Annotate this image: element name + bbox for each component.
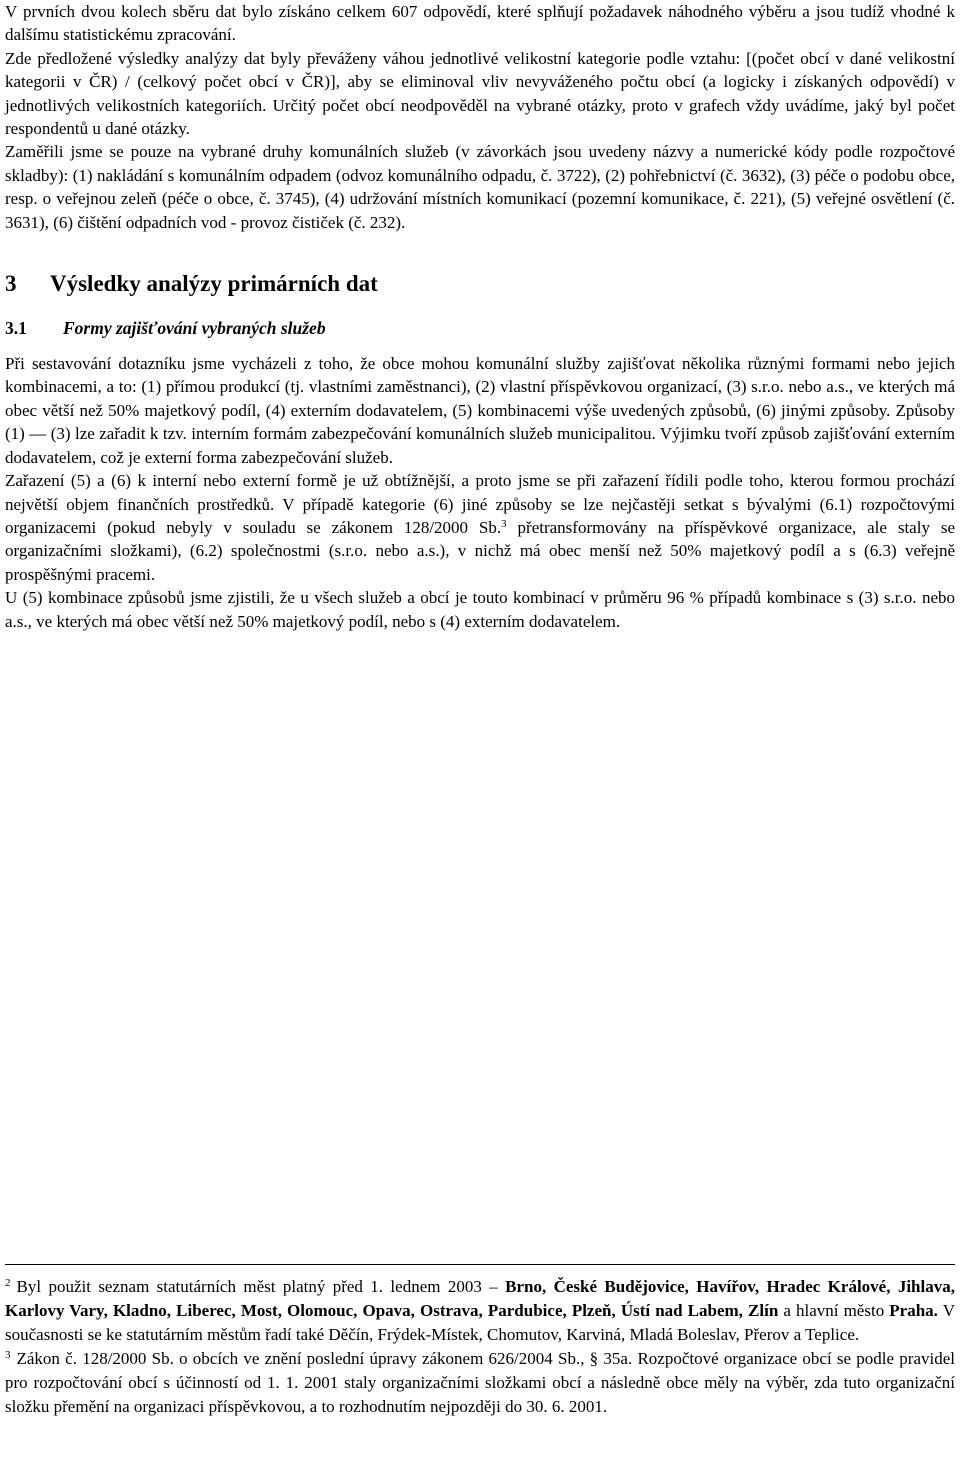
- footnote-3-text: Zákon č. 128/2000 Sb. o obcích ve znění poslední úpravy zákonem 626/2004 Sb., § 35a. Rozpočtové organizace obcí se podle pravidel pro rozpočtování obcí s účinností od 1. 1. 2001 staly organizačními složkami obcí a následně obce měly na výběr, zda tuto organizační složku přemění na organizaci příspěvkovou, a to rozhodnutím nejpozději do 30. 6. 2001.: [5, 1349, 955, 1416]
- section-title: Výsledky analýzy primárních dat: [50, 271, 378, 297]
- footnote-2-text: Byl použit seznam statutárních měst platný před 1. lednem 2003 –: [16, 1277, 506, 1296]
- footnote-divider: [5, 1264, 955, 1265]
- section-heading: [5, 264, 955, 304]
- subsection-number: 3.1: [5, 318, 27, 339]
- footnote-2-text-mid: a hlavní město: [778, 1301, 890, 1320]
- section-number: 3: [5, 271, 17, 297]
- footnote-3: [5, 1347, 955, 1419]
- footnotes: [5, 1264, 955, 1419]
- paragraph-combinations: U (5) kombinace způsobů jsme zjistili, že u všech služeb a obcí je touto kombinací v průměru 96 % případů kombinace s (3) s.r.o. nebo a.s., ve kterých má obec větší než 50% majetkový podíl, nebo s (4) externím dodavatelem.: [5, 588, 955, 631]
- paragraph-classification-part1: Zařazení (5) a (6) k interní nebo externí formě je už obtížnější, a proto jsme se při zařazení řídili podle toho, kterou formou prochází největší objem finančních prostředků. V případě kategorie (6) jiné způsoby se lze nejčastěji setkat s bývalými (6.1) rozpočtovými organizacemi (pokud nebyly v souladu se zákonem 128/2000 Sb.: [5, 471, 955, 537]
- paragraph-classification: [5, 469, 955, 586]
- paragraph-services: Zaměřili jsme se pouze na vybrané druhy komunálních služeb (v závorkách jsou uvedeny názvy a numerické kódy podle rozpočtové skladby): (1) nakládání s komunálním odpadem (odvoz komunálního odpadu, č. 3722), (2) pohřebnictví (č. 3632), (3) péče o podobu obce, resp. o veřejnou zeleň (péče o obce, č. 3745), (4) udržování místních komunikací (pozemní komunikace, č. 221), (5) veřejné osvětlení (č. 3631), (6) čištění odpadních vod - provoz čističek (č. 232).: [5, 142, 955, 232]
- footnote-2-mark: 2: [5, 1277, 11, 1289]
- paragraph-responses: V prvních dvou kolech sběru dat bylo získáno celkem 607 odpovědí, které splňují požadavek náhodného výběru a jsou tudíž vhodné k dalšímu statistickému zpracování.: [5, 2, 955, 45]
- document-page: [5, 0, 955, 633]
- footnote-ref-3[interactable]: 3: [501, 517, 507, 530]
- paragraph-weighting: Zde předložené výsledky analýzy dat byly převáženy váhou jednotlivé velikostní kategorie podle vztahu: [(počet obcí v dané velikostní kategorii v ČR) / (celkový počet obcí v ČR)], aby se eliminoval vliv nevyváženého počtu obcí (a logicky i získaných odpovědí) v jednotlivých velikostních kategoriích. Určitý počet obcí neodpověděl na vybrané otázky, proto v grafech vždy uvádíme, jaký byl počet respondentů u dané otázky.: [5, 48, 955, 139]
- footnote-2-prague: Praha.: [889, 1301, 938, 1320]
- subsection-title: Formy zajišťování vybraných služeb: [63, 318, 326, 339]
- paragraph-forms: Při sestavování dotazníku jsme vycházeli z toho, že obce mohou komunální služby zajišťovat několika různými formami nebo jejich kombinacemi, a to: (1) přímou produkcí (tj. vlastními zaměstnanci), (2) vlastní příspěvkovou organizací, (3) s.r.o. nebo a.s., ve kterých má obec větší než 50% majetkový podíl, (4) externím dodavatelem, (5) kombinacemi výše uvedených způsobů, (6) jinými způsoby. Způsoby (1) — (3) lze zařadit k tzv. interním formám zabezpečování komunálních služeb municipalitou. Výjimku tvoří způsob zajišťování externím dodavatelem, což je externí forma zabezpečování služeb.: [5, 354, 955, 467]
- footnote-3-mark: 3: [5, 1349, 11, 1361]
- footnote-2-cities: Brno, České Budějovice, Havířov, Hradec Králové, Jihlava, Karlovy Vary, Kladno, Liberec, Most, Olomouc, Opava, Ostrava, Pardubice, Plzeň, Ústí nad Labem, Zlín: [5, 1277, 955, 1320]
- footnote-2-text-end: V současnosti se ke statutárním městům řadí také Děčín, Frýdek-Místek, Chomutov, Karviná, Mladá Boleslav, Přerov a Teplice.: [5, 1301, 955, 1344]
- paragraph-classification-part2: přetransformovány na příspěvkové organizace, ale staly se organizačními složkami), (6.2) společnostmi (s.r.o. nebo a.s.), v nichž má obec menší než 50% majetkový podíl a s (6.3) veřejně prospěšnými pracemi.: [5, 517, 955, 584]
- footnote-2: [5, 1275, 955, 1347]
- subsection-heading: [5, 304, 955, 352]
